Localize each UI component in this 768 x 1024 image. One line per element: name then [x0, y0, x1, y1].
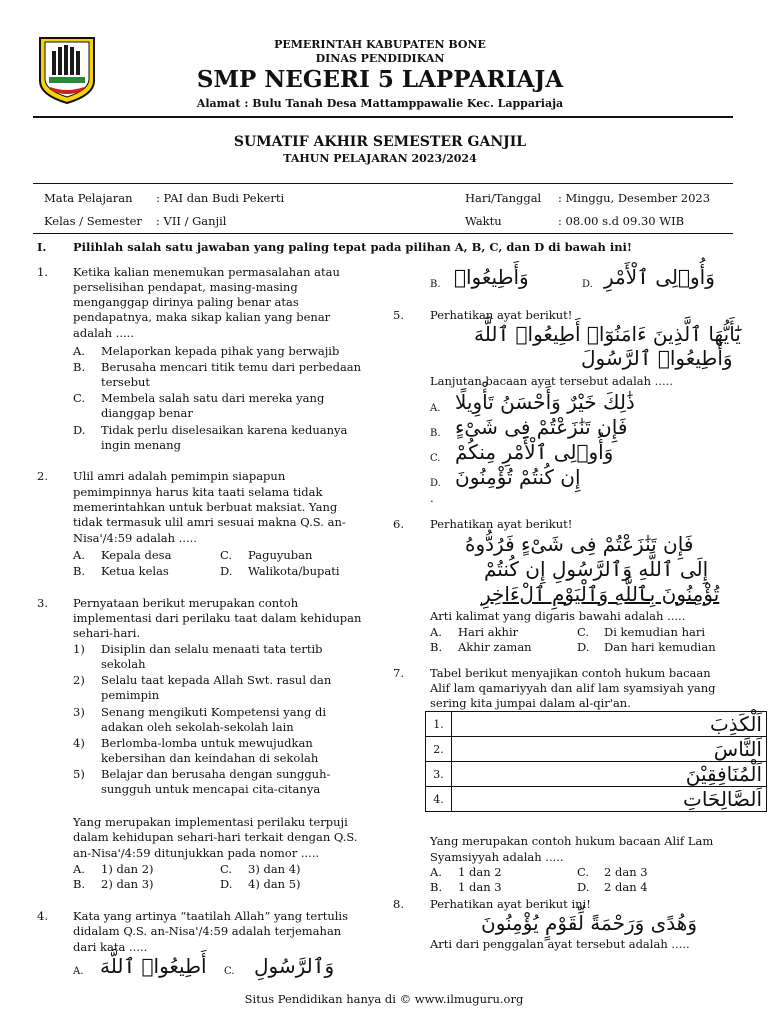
option-letter: A. [73, 966, 84, 977]
item-number: 3) [73, 705, 85, 719]
section-number: I. [37, 240, 47, 254]
question-text: Pernyataan berikut merupakan contoh [73, 596, 299, 610]
option-a[interactable]: Melaporkan kepada pihak yang berwajib [101, 344, 340, 358]
option-c[interactable]: Paguyuban [248, 548, 313, 562]
ayat-line: وَهُدًى وَرَحْمَةً لِّقَوْمٍ يُؤْمِنُونَ [481, 911, 697, 935]
option-letter: C. [220, 548, 233, 562]
option-letter: A. [73, 548, 85, 562]
option-d[interactable]: 4) dan 5) [248, 877, 301, 891]
question-number: 6. [393, 517, 404, 531]
option-letter: B. [430, 428, 441, 439]
question-text: Kata yang artinya “taatilah Allah” yang tertulis [73, 909, 348, 923]
option-c[interactable]: Di kemudian hari [604, 625, 706, 639]
question-stem: Syamsiyyah adalah ..... [430, 850, 564, 864]
option-c[interactable]: وَأُو۟لِى ٱلْأَمْرِ مِنكُمْ [455, 440, 614, 464]
item-number: 5) [73, 767, 85, 781]
option-letter: B. [73, 564, 86, 578]
question-text: pendapatnya, maka sikap kalian yang benar [73, 310, 331, 324]
row-number: 1. [426, 712, 452, 737]
school-address: Alamat : Bulu Tanah Desa Mattamppawalie Kec. Lappariaja [196, 97, 564, 110]
header-rule [33, 116, 733, 118]
question-stem: Yang merupakan contoh hukum bacaan Alif Lam [430, 834, 714, 848]
option-b[interactable]: Berusaha mencari titik temu dari perbedaan [101, 360, 362, 374]
table-row [426, 712, 767, 737]
option-b[interactable]: 1 dan 3 [458, 880, 502, 894]
table-row [426, 762, 767, 787]
table-row [426, 787, 767, 812]
subject-value: : PAI dan Budi Pekerti [156, 191, 285, 205]
statement-item-cont: sekolah [101, 657, 146, 671]
option-letter: B. [73, 360, 86, 374]
statement-item-cont: pemimpin [101, 688, 160, 702]
option-letter: A. [73, 862, 85, 876]
info-bottom-rule [33, 233, 733, 234]
option-letter: C. [73, 391, 86, 405]
footer-text: Situs Pendidikan hanya di © www.ilmuguru.org [244, 992, 524, 1006]
option-b[interactable]: وَأَطِيعُوا۟ [454, 265, 529, 289]
option-letter: D. [582, 279, 593, 290]
question-text: implementasi dari perilaku taat dalam kehidupan [73, 611, 362, 625]
row-number: 3. [426, 762, 452, 787]
item-number: 4) [73, 736, 85, 750]
hukum-bacaan-table [425, 711, 767, 812]
statement-item-cont: sungguh untuk mencapai cita-citanya [101, 782, 321, 796]
option-letter: C. [577, 625, 590, 639]
option-b[interactable]: فَإِن تَنَٰزَعْتُمْ فِى شَىْءٍ [455, 415, 628, 439]
option-letter: C. [577, 865, 590, 879]
ayat-line-underlined: تُؤْمِنُونَ بِٱللَّهِ وَٱلْيَوْمِ ٱلْءَاخِرِ [481, 582, 720, 606]
question-text: Alif lam qamariyyah dan alif lam syamsiyah yang [430, 681, 716, 695]
option-a[interactable]: ذَٰلِكَ خَيْرٌ وَأَحْسَنُ تَأْوِيلًا [455, 390, 635, 414]
question-text: dari kata ..... [73, 940, 148, 954]
time-label: Waktu [465, 214, 502, 228]
school-name: SMP NEGERI 5 LAPPARIAJA [196, 66, 564, 93]
ayat-line: إِلَى ٱللَّهِ وَٱلرَّسُولِ إِن كُنتُمْ [484, 557, 709, 581]
option-letter: B. [430, 880, 443, 894]
option-c[interactable]: Membela salah satu dari mereka yang [101, 391, 325, 405]
option-letter: B. [73, 877, 86, 891]
question-number: 8. [393, 897, 404, 911]
ayat-line: يَٰٓأَيُّهَا ٱلَّذِينَ ءَامَنُوٓا۟ أَطِيعُوا۟ ٱللَّهَ [474, 322, 741, 346]
question-number: 1. [37, 265, 48, 279]
statement-item: Berlomba-lomba untuk mewujudkan [101, 736, 313, 750]
statement-item-cont: kebersihan dan keindahan di sekolah [101, 751, 319, 765]
option-d[interactable]: وَأُو۟لِى ٱلْأَمْرِ [604, 265, 715, 289]
subject-label: Mata Pelajaran [44, 191, 133, 205]
question-text: pemimpinnya harus kita taati selama tidak [73, 485, 323, 499]
school-logo [36, 35, 98, 105]
row-number: 2. [426, 737, 452, 762]
option-letter: A. [430, 403, 441, 414]
question-number: 7. [393, 666, 404, 680]
option-letter: B. [430, 640, 443, 654]
option-d[interactable]: Walikota/bupati [248, 564, 340, 578]
option-b[interactable]: Ketua kelas [101, 564, 169, 578]
option-letter: D. [577, 880, 590, 894]
question-number: 4. [37, 909, 48, 923]
option-letter: C. [220, 862, 233, 876]
ayat-line: فَإِن تَنَٰزَعْتُمْ فِى شَىْءٍ فَرُدُّوهُ [465, 532, 694, 556]
item-number: 2) [73, 673, 85, 687]
option-letter: B. [430, 279, 441, 290]
statement-item-cont: adakan oleh sekolah-sekolah lain [101, 720, 294, 734]
question-stem: Arti dari penggalan ayat tersebut adalah ..... [430, 937, 690, 951]
question-text: perselisihan pendapat, masing-masing [73, 280, 298, 294]
option-a[interactable]: 1 dan 2 [458, 865, 502, 879]
option-a[interactable]: Kepala desa [101, 548, 172, 562]
question-text: sehari-hari. [73, 626, 141, 640]
arabic-word: اَلْكَذِبَ [452, 712, 767, 737]
option-d[interactable]: Tidak perlu diselesaikan karena keduanya [101, 423, 348, 437]
option-letter: A. [430, 625, 442, 639]
class-label: Kelas / Semester [44, 214, 142, 228]
option-letter: D. [220, 877, 233, 891]
question-text: sering kita jumpai dalam al-qir'an. [430, 696, 631, 710]
question-stem: Arti kalimat yang digaris bawahi adalah ..... [430, 609, 686, 623]
option-letter: D. [430, 478, 441, 489]
question-number: 2. [37, 469, 48, 483]
option-letter: D. [577, 640, 590, 654]
option-letter: A. [430, 865, 442, 879]
option-letter: D. [73, 423, 86, 437]
question-text: Ulil amri adalah pemimpin siapapun [73, 469, 286, 483]
row-number: 4. [426, 787, 452, 812]
question-text: memerintahkan untuk berbuat maksiat. Yang [73, 500, 338, 514]
statement-item: Belajar dan berusaha dengan sungguh- [101, 767, 331, 781]
exam-year: TAHUN PELAJARAN 2023/2024 [283, 152, 477, 165]
statement-item: Selalu taat kepada Allah Swt. rasul dan [101, 673, 332, 687]
question-text: Tabel berikut menyajikan contoh hukum bacaan [430, 666, 711, 680]
statement-item: Senang mengikuti Kompetensi yang di [101, 705, 327, 719]
question-text: Perhatikan ayat berikut! [430, 517, 573, 531]
option-c[interactable]: وَٱلرَّسُولِ [254, 954, 335, 978]
option-d-cont: ingin menang [101, 438, 181, 452]
day-value: : Minggu, Desember 2023 [558, 191, 711, 205]
option-letter: C. [430, 453, 441, 464]
stray-dot: . [430, 491, 434, 505]
option-b[interactable]: Akhir zaman [458, 640, 532, 654]
time-value: : 08.00 s.d 09.30 WIB [558, 214, 685, 228]
option-d[interactable]: إِن كُنتُمْ تُؤْمِنُونَ [455, 465, 581, 489]
question-stem: an-Nisa'/4:59 ditunjukkan pada nomor ..... [73, 846, 320, 860]
option-a[interactable]: Hari akhir [458, 625, 519, 639]
option-b[interactable]: 2) dan 3) [101, 877, 154, 891]
exam-title: SUMATIF AKHIR SEMESTER GANJIL [233, 134, 527, 150]
question-stem: Yang merupakan implementasi perilaku terpuji [73, 815, 348, 829]
option-letter: D. [220, 564, 233, 578]
header-line1: PEMERINTAH KABUPATEN BONE [274, 38, 486, 51]
option-a[interactable]: أَطِيعُوا۟ ٱللَّهَ [100, 954, 207, 978]
option-b-cont: tersebut [101, 375, 151, 389]
header-line2: DINAS PENDIDIKAN [315, 52, 445, 65]
arabic-word: اَلنَّاسَ [452, 737, 767, 762]
option-c[interactable]: 2 dan 3 [604, 865, 648, 879]
question-text: didalam Q.S. an-Nisa'/4:59 adalah terjemahan [73, 924, 342, 938]
question-text: adalah ..... [73, 326, 134, 340]
option-d[interactable]: 2 dan 4 [604, 880, 648, 894]
question-number: 3. [37, 596, 48, 610]
option-c-cont: dianggap benar [101, 406, 193, 420]
item-number: 1) [73, 642, 85, 656]
question-stem: Lanjutan bacaan ayat tersebut adalah ..... [430, 374, 673, 388]
question-text: Perhatikan ayat berikut! [430, 308, 573, 322]
question-text: tidak termasuk ulil amri sesuai makna Q.S. an- [73, 515, 346, 529]
option-c[interactable]: 3) dan 4) [248, 862, 301, 876]
option-letter: A. [73, 344, 85, 358]
option-letter: C. [224, 966, 235, 977]
ayat-line: وَأَطِيعُوا۟ ٱلرَّسُولَ [581, 346, 733, 370]
question-text: Perhatikan ayat berikut ini! [430, 897, 591, 911]
option-d[interactable]: Dan hari kemudian [604, 640, 716, 654]
question-text: menganggap dirinya paling benar atas [73, 295, 299, 309]
question-stem: dalam kehidupan sehari-hari terkait dengan Q.S. [73, 830, 358, 844]
question-text: Nisa'/4:59 adalah ..... [73, 531, 197, 545]
statement-item: Disiplin dan selalu menaati tata tertib [101, 642, 323, 656]
question-number: 5. [393, 308, 404, 322]
class-value: : VII / Ganjil [156, 214, 227, 228]
table-row [426, 737, 767, 762]
question-text: Ketika kalian menemukan permasalahan atau [73, 265, 340, 279]
option-a[interactable]: 1) dan 2) [101, 862, 154, 876]
arabic-word: اَلصَّالِحَاتِ [452, 787, 767, 812]
arabic-word: اَلْمُنَافِقِيْنَ [452, 762, 767, 787]
section-instruction: Pilihlah salah satu jawaban yang paling tepat pada pilihan A, B, C, dan D di bawah ini! [73, 240, 632, 254]
info-top-rule [33, 183, 733, 184]
day-label: Hari/Tanggal [465, 191, 542, 205]
